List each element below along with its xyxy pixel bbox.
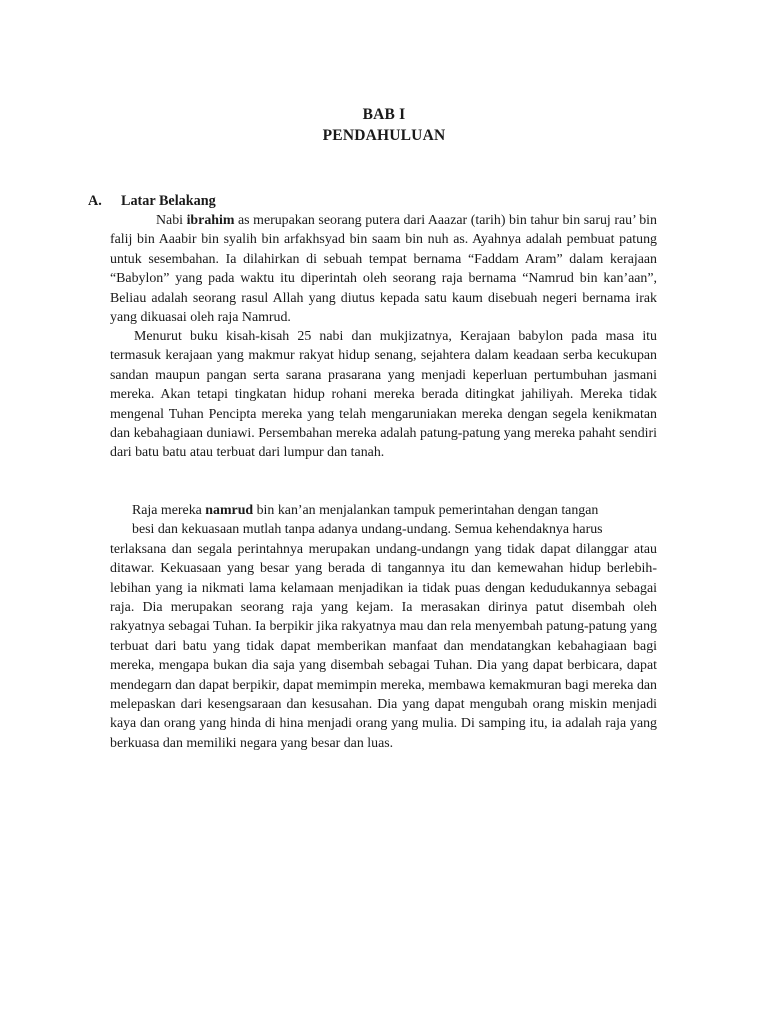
section-number: A. [88,193,102,209]
chapter-number: BAB I [362,106,406,123]
paragraph-2-text: Menurut buku kisah-kisah 25 nabi dan mukjizatnya, Kerajaan babylon pada masa itu termasuk kerajaan yang makmur rakyat hidup senang, sejahtera dalam keadaan serba kecukupan sandan maupun pangan serta sarana prasarana yang menjadi keperluan pertumbuhan jasmani mereka. Akan tetapi tingkatan hidup rohani mereka berada ditingkat jahiliyah. Mereka tidak mengenal Tuhan Pencipta mereka yang telah mengaruniakan mereka dengan segela kenikmatan dan kebahagiaan duniawi. Persembahan mereka adalah patung-patung yang mereka pahaht sendiri dari batu batu atau terbuat dari lumpur dan tanah. [110,329,657,461]
paragraph-3-text-line1-end: bin kan’an menjalankan tampuk pemerintahan dengan tangan [253,503,599,518]
paragraph-3-text-start: Raja mereka [132,503,206,518]
paragraph-3-bold-name: namrud [205,503,254,518]
chapter-title: PENDAHULUAN [322,127,446,144]
paragraph-1-text-start: Nabi [156,213,187,228]
paragraph-1-bold-name: ibrahim [186,213,235,228]
paragraph-3-line2: besi dan kekuasaan mutlah tanpa adanya undang-undang. Semua kehendaknya harus [132,522,603,538]
paragraph-3-rest: terlaksana dan segala perintahnya merupakan undang-undangn yang tidak dapat dilanggar atau ditawar. Kekuasaan yang besar yang berada di tangannya itu dan kemewahan hidup berlebih-lebihan yang ia nikmati lama kelamaan menjadikan ia tidak puas dengan kedudukannya sebagai raja. Dia merupakan seorang raja yang kejam. Ia merasakan dirinya patut disembah oleh rakyatnya sebagai Tuhan. Ia berpikir jika rakyatnya mau dan rela menyembah patung-patung yang terbuat dari batu yang tidak dapat memberikan manfaat dan mendatangkan kebahagiaan bagi mereka, mengapa bukan dia saja yang disembah sebagai Tuhan. Dia yang dapat berbicara, dapat mendegarn dan dapat berpikir, dapat memimpin mereka, membawa kemakmuran bagi mereka dan melepaskan dari kesengsaraan dan kesusahan. Dia yang dapat mengubah orang miskin menjadi kaya dan orang yang hinda di hina menjadi orang yang mulia. Di samping itu, ia adalah raja yang berkuasa dan memiliki negara yang besar dan luas. [110,541,657,751]
paragraph-3 [110,501,657,753]
paragraph-1-text-end: as merupakan seorang putera dari Aaazar (tarih) bin tahur bin saruj rau’ bin falij bin Aaabir bin syalih bin arfakhsyad bin saam bin nuh as. Ayahnya adalah pembuat patung untuk sesembahan. Ia dilahirkan di sebuah tempat bernama “Faddam Aram” dalam kerajaan “Babylon” yang pada waktu itu diperintah oleh seorang raja bernama “Namrud bin kan’aan”, Beliau adalah seorang rasul Allah yang diutus kepada satu kaum disebuah negeri bernama irak yang dikuasai oleh raja Namrud. [110,213,657,326]
paragraph-1 [110,211,657,327]
paragraph-2 [110,327,657,463]
section-heading [88,193,216,210]
section-title: Latar Belakang [121,193,216,209]
